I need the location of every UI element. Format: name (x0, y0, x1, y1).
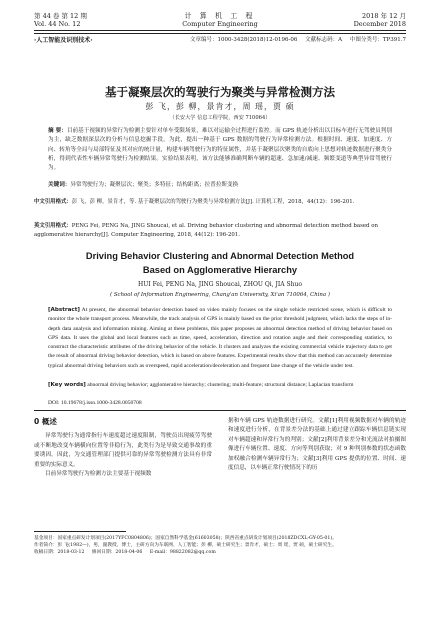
citation-chinese-label: 中文引用格式： (34, 199, 72, 205)
section-heading: 0 概述 (34, 417, 57, 426)
header-rule-thin (34, 33, 406, 34)
revised-date: 修回日期：2018-04-06 (91, 550, 143, 556)
document-code: 文献标志码：A (305, 37, 343, 43)
doi: DOI: 10.19678/j.issn.1000-3428.0050708 (48, 400, 142, 406)
footnote-dates (34, 549, 406, 556)
keywords-chinese-label: 关键词： (48, 182, 71, 188)
body-paragraph-1: 异常驾驶行为通常指行车速度超过速度限制，驾驶员出现疲劳驾驶或不断地改变车辆横向位置等非稳行为，此类行为是导致交通事故的重要诱因。因此，为交通管理部门提供可靠的异常驾驶检测方法具有非常重要的实际意义。 (34, 433, 212, 468)
keywords-english (48, 381, 392, 390)
abstract-divider (34, 410, 406, 411)
section-label: ·人工智能及识别技术· (34, 37, 93, 44)
header-journal-en: Computer Engineering (182, 20, 258, 28)
article-number: 文章编号：1000-3428(2018)12-0196-06 (190, 37, 298, 43)
abstract-english-label: [Abstract] (48, 307, 80, 313)
affiliation-english: ( School of Information Engineering, Chang'an University, Xi'an 710064, China ) (110, 292, 330, 298)
footnote-funding: 基金项目：国家重点研发计划项目(2017YFC0804806)；国家自然科学基金(61603058)；陕西省重点研发计划项目(2018ZDCXL-GY-05-01)。 (34, 536, 337, 541)
header-volume-zh: 第 44 卷 第 12 期 (34, 12, 87, 20)
affiliation-chinese: （长安大学 信息工程学院，西安 710064） (169, 115, 271, 121)
classification-number: 中图分类号：TP391.7 (349, 37, 406, 43)
abstract-chinese-text: 目前基于视频的异常行为检测主要针对单车受限场景，难以对运输全过程进行监控。而 GPS 轨迹分析出以目标车进行无驾驶员判别为主，缺乏数据深层次的分析与信息挖掘手段。为此，提出一种基于 GPS 数据的驾驶行为异常检测方法。根据时间、速度、加速度、方向、转角等全局与局部特征及其对应的统计量，构建车辆驾驶行为的特征属性，并基于凝聚层次聚类的自底向上思想对轨迹数据进行聚类分析，得到代表性车辆异常驾驶行为检测结果。实验结果表明，该方法能够准确判断车辆的超速、急加速/减速、频繁变道等典型异常驾驶行为。 (48, 128, 393, 172)
header-volume-en: Vol. 44 No. 12 (34, 20, 81, 28)
footnote-author-bio: 作者简介：彭 飞(1982—)，男，副教授、博士，主研方向为车联网、人工智能；彭 柳，硕士研究生；景肯才，硕士；周 瑶，贾 硕，硕士研究生。 (34, 543, 337, 549)
article-identifiers (184, 36, 406, 45)
article-meta (34, 36, 406, 46)
header-date-zh: 2018 年 12 月 (361, 12, 406, 20)
title-english-line2: Based on Agglomerative Hierarchy (142, 265, 298, 275)
body-column-right (228, 417, 406, 473)
keywords-chinese (48, 181, 392, 190)
authors-english: HUI Fei, PENG Na, JING Shoucai, ZHOU Qi, JIA Shuo (138, 281, 302, 288)
title-english (0, 249, 440, 277)
header-journal-zh: 计 算 机 工 程 (184, 12, 256, 20)
body-paragraph-2: 目前异常驾驶行为检测方法主要基于视频数 (45, 471, 152, 478)
citation-english-text: PENG Fei, PENG Na, JING Shoucai, et al. Driving behavior clustering and abnormal detection method based on agglomerative hierarchy[J]. Computer Engineering, 2018, 44(12): 196-201. (34, 223, 378, 238)
footnote-rule (34, 531, 126, 532)
abstract-chinese (48, 127, 392, 173)
footnotes (34, 535, 406, 557)
title-chinese: 基于凝聚层次的驾驶行为聚类与异常检测方法 (105, 85, 335, 99)
title-english-line1: Driving Behavior Clustering and Abnormal Detection Method (85, 251, 355, 261)
citation-chinese-text: 彭 飞，彭 柳，景肯才，等. 基于凝聚层次的驾驶行为聚类与异常检测方法[J]. 计算机工程，2018，44(12)：196-201. (71, 199, 355, 205)
abstract-english-text: At present, the abnormal behavior detection based on video mainly focuses on the single vehicle restricted scene, which is difficult to monitor the whole transport process. Meanwhile, the track analysis of GPS is mainly based on the prior threshold judgment, which lacks the steps of in-depth data analysis and information mining. Aiming at these problems, this paper proposes an abnormal detection method of driving behavior based on GPS data. It uses the global and local features such as time, speed, acceleration, direction and rotation angle and their corresponding statistics, to construct the characteristic attributes of the driving behavior of the vehicle. It clusters and analyzes the existing commercial vehicle trajectory data to get the result of abnormal driving behavior detection, which is based on above features. Experimental results show that this method can accurately determine typical abnormal driving behaviors such as overspeed, rapid acceleration/deceleration and frequent lane change of the vehicle under test. (48, 307, 392, 369)
received-date: 收稿日期：2018-03-12 (34, 550, 85, 556)
header-date-en: December 2018 (353, 20, 406, 28)
body-paragraph-2-continued: 据和车辆 GPS 轨迹数据进行研究。文献[1]利用视频数据对车辆的轨迹和速度进行分析，在背景差分法的基础上通过建立跟踪车辆信息链实现对车辆超速和异常行为的判别；文献[2]利用背景差分和光流法对拍摄图像进行车辆位置、速度、方向等判别获取；对 9 种判别参数的状态函数加权融合检测车辆异常行为；文献[3]利用 GPS 提供的位置、时间、速度信息，以车辆正常行驶情况下的历 (228, 418, 406, 472)
citation-english (34, 222, 406, 240)
abstract-english (48, 306, 392, 371)
header-journal (34, 12, 406, 28)
header-rule-thick (34, 30, 406, 31)
keywords-chinese-text: 异常驾驶行为；凝聚层次；聚类；多特征；结构距离；拉普拉斯变换 (70, 182, 239, 188)
keywords-english-text: abnormal driving behavior; agglomerative hierarchy; clustering; multi-feature; structural distance; Laplacian transform (87, 382, 354, 388)
header-date (354, 12, 406, 28)
abstract-chinese-label: 摘 要： (48, 128, 67, 134)
citation-chinese (34, 198, 406, 207)
citation-english-label: 英文引用格式： (34, 223, 72, 229)
body-column-left (34, 417, 212, 479)
authors-chinese: 彭 飞，彭 柳，景肯才，周 瑶，贾 硕 (145, 102, 295, 111)
author-email: E-mail：98822082@qq.com (149, 550, 216, 556)
keywords-english-label: [Key words] (48, 382, 86, 388)
